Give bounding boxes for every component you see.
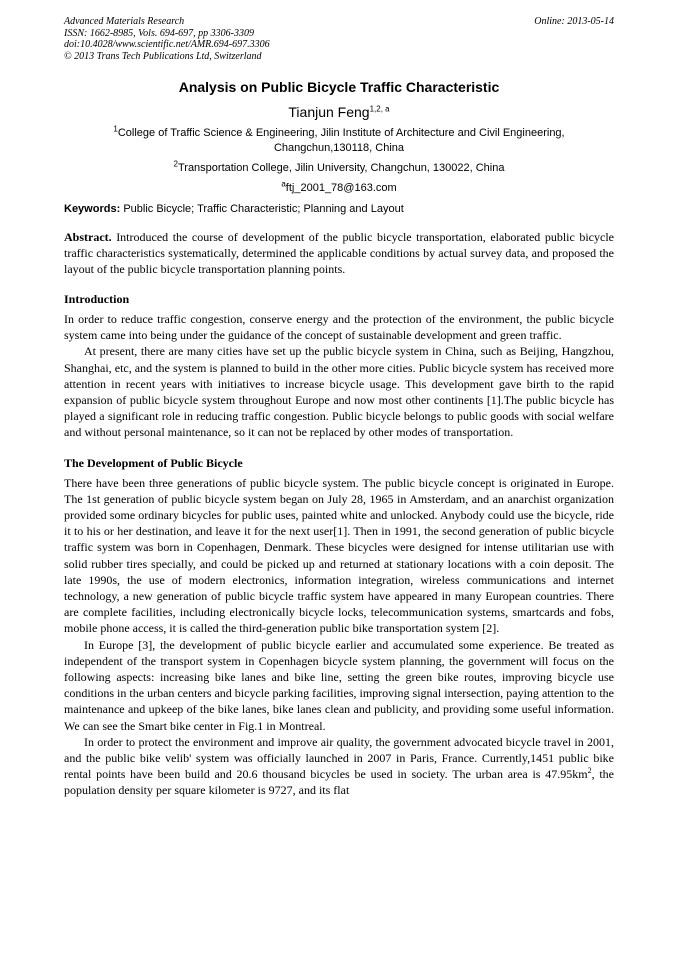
author-line: [64, 103, 614, 121]
paragraph: [64, 734, 614, 799]
abstract-text: Introduced the course of development of the public bicycle transportation, elaborated public bicycle traffic characteristics systematically, determined the applicable conditions by actual survey data, and proposed the layout of the public bicycle transportation planning points.: [64, 230, 614, 276]
keywords: [64, 202, 614, 217]
issn-line: ISSN: 1662-8985, Vols. 694-697, pp 3306-3309: [64, 27, 254, 39]
abstract: [64, 229, 614, 277]
abstract-label: Abstract.: [64, 230, 112, 244]
paper-page: [64, 16, 614, 799]
paragraph-text-after-superscript: , the population density per square kilometer is 9727, and its flat: [64, 767, 614, 798]
affiliation-1-marker: 1: [113, 124, 118, 134]
section-heading-introduction: Introduction: [64, 292, 130, 306]
online-date: Online: 2013-05-14: [534, 16, 614, 27]
author-name: Tianjun Feng: [288, 104, 370, 120]
affiliation-2-marker: 2: [173, 159, 178, 169]
paper-title: Analysis on Public Bicycle Traffic Characteristic: [178, 79, 500, 95]
email-marker: a: [281, 179, 286, 189]
affiliation-1: [64, 126, 614, 156]
doi-line: doi:10.4028/www.scientific.net/AMR.694-697.3306: [64, 39, 270, 50]
journal-name: Advanced Materials Research: [64, 16, 185, 27]
email-text: ftj_2001_78@163.com: [285, 182, 397, 194]
author-email: [64, 181, 614, 196]
keywords-text: Public Bicycle; Traffic Characteristic; Planning and Layout: [123, 203, 404, 215]
journal-header: [64, 16, 614, 62]
section-heading-development: The Development of Public Bicycle: [64, 455, 243, 470]
affiliation-1-text: College of Traffic Science & Engineering, Jilin Institute of Architecture and Civil Engineering, Changchun,130118, China: [117, 127, 565, 154]
paragraph-text-before-superscript: In order to protect the environment and improve air quality, the government advocated bicycle travel in 2001, and the public bike velib' system was officially launched in 2007 in Paris, France. Currently,1451 public bike rental points have been build and 20.6 thousand bicycles be used in society. The urban area is 47.95km: [64, 734, 614, 782]
paragraph: At present, there are many cities have set up the public bicycle system in China, such as Beijing, Hangzhou, Shanghai, etc, and the system is planned to build in the other more cities. Public bicycle system has received more attention in recent years with initiatives to increase bicycle usage. This development gave birth to the rapid expansion of public bicycle system throughout Europe and now most other continents [1].The public bicycle has played a significant role in reducing traffic congestion. Public bicycle belongs to public goods with social welfare and without personal maintenance, so it can not be replaced by other modes of transportation.: [64, 344, 614, 440]
area-unit-superscript: 2: [587, 766, 592, 776]
paragraph: In order to reduce traffic congestion, conserve energy and the protection of the environment, the public bicycle system came into being under the guidance of the concept of sustainable development and green traffic.: [64, 312, 614, 343]
paragraph: There have been three generations of public bicycle system. The public bicycle concept is originated in Europe. The 1st generation of public bicycle system began on July 28, 1965 in Amsterdam, and an anarchist organization provided some ordinary bicycles for public uses, painted white and unlocked. Anybody could use the bicycle, ride it to his or her destination, and leave it for the next user[1]. Then in 1991, the second generation of public bicycle traffic system was born in Copenhagen, Denmark. These bicycles were designed for intense utilitarian use with solid rubber tires specially, and could be picked up and returned at stationary locations with a coin deposit. The late 1990s, the use of modern electronics, information integration, wireless communications and internet technology, a new generation of public bicycle traffic system have appeared in many European countries. There are complete facilities, including electronically bicycle locks, telecommunication systems, smartcards and fobs, mobile phone access, it is called the third-generation public bike transportation system [2].: [64, 475, 614, 636]
copyright-line: © 2013 Trans Tech Publications Ltd, Switzerland: [64, 50, 262, 62]
affiliation-2-text: Transportation College, Jilin University, Changchun, 130022, China: [177, 162, 505, 174]
paragraph: In Europe [3], the development of public bicycle earlier and accumulated some experience. Be treated as independent of the transport system in Copenhagen bicycle system planning, the government will focus on the following aspects: increasing bike lanes and bike line, setting the green bike routes, improving bicycle use conditions in the urban centers and bicycle parking facilities, improving signal intersection, paying attention to the maintenance and upkeep of the bike lanes, bike lanes clean and publicity, and providing some useful information. We can see the Smart bike center in Fig.1 in Montreal.: [64, 637, 614, 733]
affiliation-2: [64, 161, 614, 176]
author-superscript: 1,2, a: [369, 104, 390, 114]
keywords-label: Keywords:: [64, 203, 121, 215]
